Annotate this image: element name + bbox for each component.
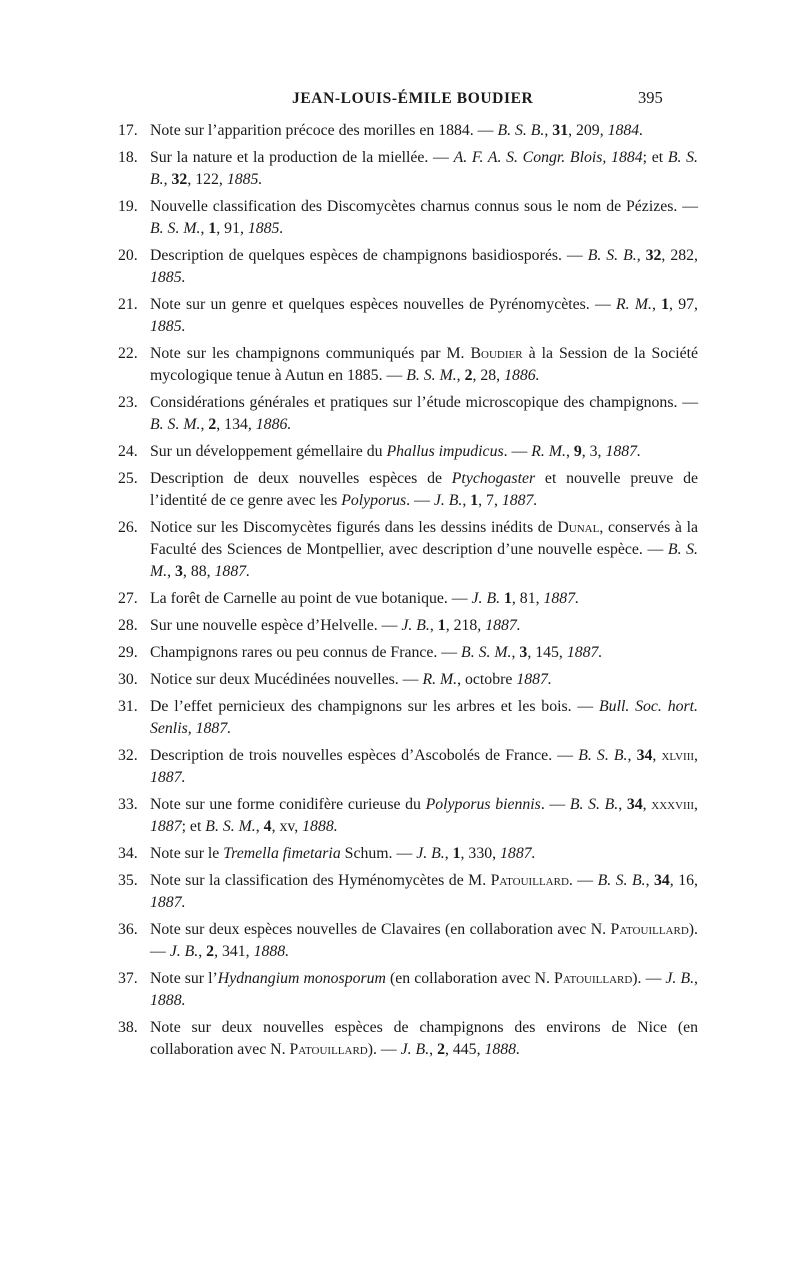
entry-text: , xv, [271,818,303,835]
entry-text: 1888. [253,943,290,960]
entry-text: B. S. B. [597,872,646,889]
entry-number: 19. [118,198,138,215]
entry-text: , 134, [216,416,256,433]
entry-text: J. B. [665,970,695,987]
entry-text: 9 [573,443,582,460]
bibliography-entry [118,1017,698,1061]
entry-text: 1886. [255,416,292,433]
entry-text: Note sur le [150,845,224,862]
entry-text: 1887. [543,590,580,607]
entry-text: 1887. [501,492,538,509]
entry-number: 30. [118,671,138,688]
entry-text: , [627,747,637,764]
entry-text: J. B. [169,943,199,960]
entry-text: , 88, [182,563,215,580]
entry-text: . — [568,872,598,889]
entry-text: Hydnangium monosporum [217,970,386,987]
bibliography-list [118,120,698,1066]
entry-number: 38. [118,1019,138,1036]
running-title: JEAN-LOUIS-ÉMILE BOUDIER [292,90,534,107]
entry-text: Schum. — [340,845,417,862]
entry-text: 2 [208,416,217,433]
entry-text: , [694,747,698,764]
entry-text: Patouillard [610,921,689,938]
entry-text: , [163,171,172,188]
bibliography-entry [118,669,698,691]
entry-text: , [429,617,438,634]
entry-number: 23. [118,394,138,411]
entry-text: Patouillard [289,1041,368,1058]
entry-text: , 209, [568,122,608,139]
entry-text: , [255,818,264,835]
entry-text: Note sur deux nouvelles espèces de champignons des environs de Nice (en collaboration avec N. [150,1019,698,1058]
entry-text: 1887. [605,443,641,460]
entry-text: Note sur une forme conidifère curieuse du [150,796,426,813]
entry-text: , octobre [457,671,517,688]
entry-text: 32 [645,247,662,264]
entry-text: , [167,563,176,580]
entry-text: , [642,796,652,813]
entry-text: 2 [464,367,473,384]
entry-text: , 145, [527,644,567,661]
entry-number: 34. [118,845,138,862]
bibliography-entry [118,392,698,436]
entry-text: Polyporus biennis [425,796,541,813]
entry-text: ). — [150,921,698,960]
bibliography-entry [118,642,698,664]
entry-text: Sur une nouvelle espèce d’Helvelle. — [150,617,402,634]
entry-number: 33. [118,796,138,813]
entry-text: , 91, [216,220,248,237]
entry-text: B. S. B. [150,149,698,188]
entry-text: 32 [171,171,188,188]
entry-text: B. S. M. [150,220,201,237]
entry-text: ). — [367,1041,401,1058]
entry-text: 1885. [150,269,186,286]
entry-text: 4 [263,818,272,835]
entry-text: 1887. [214,563,251,580]
entry-text: 34 [626,796,643,813]
entry-text: 3 [175,563,183,580]
bibliography-entry [118,294,698,338]
page-header [0,88,800,112]
entry-text: ). — [632,970,666,987]
entry-text: , 282, [661,247,698,264]
entry-text: J. B. [433,492,463,509]
entry-text: et nouvelle preuve de l’identité de ce genre avec les [150,470,698,509]
entry-number: 32. [118,747,138,764]
entry-text: Dunal [557,519,600,536]
entry-text: B. S. B. [578,747,628,764]
entry-text: Boudier [470,345,523,362]
entry-text: 1887. [150,769,186,786]
entry-text: B. S. M. [150,416,201,433]
entry-text: , conservés à la Faculté des Sciences de Montpellier, avec description d’une nouvelle espèce. — [150,519,698,558]
bibliography-entry [118,968,698,1012]
entry-text: B. S. M. [406,367,457,384]
bibliography-entry [118,919,698,963]
entry-text: , [200,220,209,237]
entry-text: 1888. [302,818,338,835]
bibliography-entry [118,696,698,740]
entry-text: A. F. A. S. Congr. Blois, 1884 [453,149,643,166]
entry-text: , [200,416,209,433]
entry-text: Patouillard [490,872,569,889]
entry-text: , 16, [669,872,698,889]
entry-text: Phallus impudicus [386,443,504,460]
entry-text: . — [540,796,570,813]
entry-text: , [511,644,520,661]
entry-text: Ptychogaster [451,470,536,487]
entry-text: , [565,443,574,460]
entry-text: , 3, [581,443,606,460]
entry-number: 17. [118,122,138,139]
entry-text: Note sur deux espèces nouvelles de Clavaires (en collaboration avec N. [150,921,611,938]
entry-text: à la Session de la Société mycologique tenue à Autun en 1885. — [150,345,699,384]
entry-text: 1887 [150,818,182,835]
entry-number: 24. [118,443,138,460]
entry-number: 37. [118,970,138,987]
entry-text: 1887. [485,617,521,634]
entry-text: 1885. [247,220,284,237]
entry-text: 1887. [516,671,552,688]
entry-text: J. B. [416,845,445,862]
entry-text: Bull. Soc. hort. Senlis, 1887. [150,698,698,737]
entry-text: , [429,1041,438,1058]
entry-text: 2 [437,1041,445,1058]
entry-text: 1888. [484,1041,521,1058]
entry-text: , 330, [460,845,501,862]
entry-text: 1 [470,492,479,509]
entry-text: 34 [636,747,653,764]
entry-text: 1 [661,296,670,313]
entry-text: , [198,943,207,960]
entry-text: B. S. B. [497,122,545,139]
entry-text: 1885. [226,171,263,188]
entry-number: 28. [118,617,138,634]
entry-text: , 445, [444,1041,485,1058]
entry-text: De l’effet pernicieux des champignons sur les arbres et les bois. — [150,698,600,715]
entry-text: 34 [654,872,670,889]
entry-text: B. S. M. [461,644,512,661]
entry-text: , [651,296,662,313]
entry-number: 31. [118,698,138,715]
entry-text: ; et [181,818,206,835]
bibliography-entry [118,120,698,142]
entry-text: Tremella fimetaria [223,845,341,862]
entry-text: Notice sur les Discomycètes figurés dans les dessins inédits de [150,519,558,536]
entry-text: Note sur un genre et quelques espèces nouvelles de Pyrénomycètes. — [150,296,616,313]
entry-text: B. S. M. [205,818,256,835]
bibliography-entry [118,517,698,583]
bibliography-entry [118,870,698,914]
entry-text: Polyporus [341,492,407,509]
entry-text: , 97, [669,296,698,313]
bibliography-entry [118,441,698,463]
entry-text: R. M. [422,671,458,688]
entry-text: , [694,796,698,813]
entry-text: Description de deux nouvelles espèces de [150,470,452,487]
bibliography-entry [118,343,698,387]
entry-text: J. B. [401,617,430,634]
entry-text: 1 [504,590,512,607]
entry-text: 1 [437,617,446,634]
bibliography-entry [118,615,698,637]
bibliography-entry [118,843,698,865]
entry-number: 27. [118,590,138,607]
entry-text: Note sur la classification des Hyménomycètes de M. [150,872,491,889]
entry-text: Description de trois nouvelles espèces d’Ascobolés de France. — [150,747,579,764]
bibliography-entry [118,588,698,610]
entry-text: J. B. [471,590,501,607]
entry-text: Description de quelques espèces de champignons basidiosporés. — [150,247,588,264]
entry-text: 1887. [566,644,603,661]
entry-text: 1887. [150,894,186,911]
entry-text: B. S. B. [587,247,637,264]
entry-text: , [456,367,465,384]
entry-number: 36. [118,921,138,938]
entry-text: xxxviii [651,796,695,813]
entry-text: 1888. [150,992,186,1009]
page-number: 395 [638,88,663,107]
entry-number: 18. [118,149,138,166]
entry-text: Note sur l’ [150,970,218,987]
entry-text: ; et [642,149,668,166]
entry-text: 31 [552,122,569,139]
entry-number: 35. [118,872,138,889]
entry-text: 2 [206,943,215,960]
entry-text: B. S. B. [569,796,619,813]
entry-text: , [444,845,453,862]
entry-number: 21. [118,296,138,313]
entry-text: 1886. [504,367,540,384]
entry-text: 1887. [500,845,536,862]
entry-text: 1 [208,220,217,237]
entry-text: Sur la nature et la production de la miellée. — [150,149,454,166]
entry-text: J. B. [400,1041,430,1058]
bibliography-entry [118,794,698,838]
entry-text: , [645,872,654,889]
entry-text: , [652,747,662,764]
entry-text: 1885. [150,318,186,335]
entry-text: , [636,247,646,264]
entry-text: , [618,796,627,813]
entry-text: 3 [519,644,528,661]
entry-text: B. S. M. [150,541,699,580]
entry-text: Considérations générales et pratiques sur l’étude microscopique des champignons. — [150,394,698,411]
entry-number: 22. [118,345,138,362]
entry-text: , 81, [511,590,544,607]
entry-text: 1 [452,845,461,862]
entry-text: . — [503,443,532,460]
entry-text: , 122, [187,171,227,188]
entry-text: , [462,492,471,509]
entry-text: R. M. [531,443,566,460]
entry-text: Note sur les champignons communiqués par M. [150,345,471,362]
entry-text: , 218, [445,617,486,634]
entry-text: Nouvelle classification des Discomycètes charnus connus sous le nom de Pézizes. — [150,198,698,215]
bibliography-entry [118,196,698,240]
entry-number: 20. [118,247,138,264]
entry-number: 26. [118,519,138,536]
entry-text: R. M. [616,296,652,313]
entry-text: , [544,122,553,139]
entry-number: 29. [118,644,138,661]
bibliography-entry [118,245,698,289]
entry-text: 1884. [607,122,644,139]
entry-text: Notice sur deux Mucédinées nouvelles. — [150,671,423,688]
entry-text: xlviii [661,747,695,764]
bibliography-entry [118,468,698,512]
entry-text: Note sur l’apparition précoce des morilles en 1884. — [150,122,498,139]
entry-text: Patouillard [554,970,633,987]
bibliography-entry [118,745,698,789]
entry-text: Sur un développement gémellaire du [150,443,387,460]
entry-text: , 7, [478,492,502,509]
entry-text: La forêt de Carnelle au point de vue botanique. — [150,590,472,607]
entry-text: . — [406,492,434,509]
entry-text: , [694,970,698,987]
entry-text: , 28, [472,367,505,384]
entry-text: (en collaboration avec N. [385,970,555,987]
bibliography-entry [118,147,698,191]
entry-number: 25. [118,470,138,487]
entry-text: , 341, [214,943,254,960]
entry-text: Champignons rares ou peu connus de France. — [150,644,462,661]
